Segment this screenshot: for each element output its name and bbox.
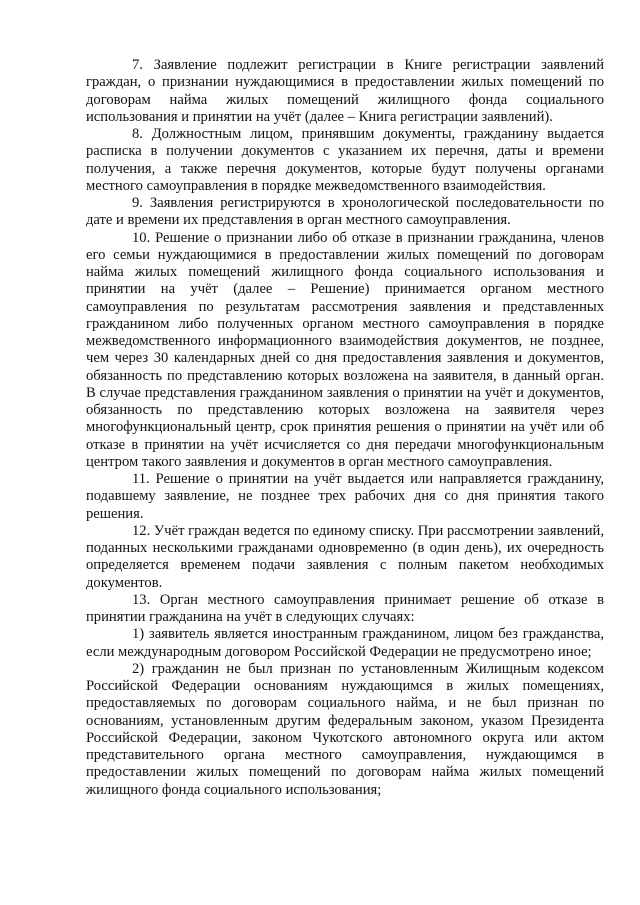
paragraph-13: 13. Орган местного самоуправления принимает решение об отказе в принятии гражданина на учёт в следующих случаях: xyxy=(86,591,604,625)
paragraph-12: 12. Учёт граждан ведется по единому списку. При рассмотрении заявлений, поданных несколькими гражданами одновременно (в один день), их очередность определяется временем подачи заявления с полным пакетом необходимых документов. xyxy=(86,522,604,591)
paragraph-10: 10. Решение о признании либо об отказе в признании гражданина, членов его семьи нуждающимися в предоставлении жилых помещений по договорам найма жилых помещений жилищного фонда социального использования и принятии на учёт (далее – Решение) принимается органом местного самоуправления по результатам рассмотрения заявления и представленных гражданином либо полученных органом местного самоуправления в порядке межведомственного информационного взаимодействия документов, не позднее, чем через 30 календарных дней со дня предоставления заявления и документов, обязанность по представлению которых возложена на заявителя, в данный орган. В случае представления гражданином заявления о принятии на учёт и документов, обязанность по представлению которых возложена на заявителя через многофункциональный центр, срок принятия решения о принятии на учёт или об отказе в принятии на учёт исчисляется со дня передачи многофункциональным центром такого заявления и документов в орган местного самоуправления. xyxy=(86,229,604,470)
paragraph-11: 11. Решение о принятии на учёт выдается или направляется гражданину, подавшему заявление, не позднее трех рабочих дня со дня принятия такого решения. xyxy=(86,471,604,522)
list-item-13-1: 1) заявитель является иностранным гражданином, лицом без гражданства, если международным договором Российской Федерации не предусмотрено иное; xyxy=(86,626,604,660)
list-item-13-2: 2) гражданин не был признан по установленным Жилищным кодексом Российской Федерации основаниям нуждающимся в жилых помещениях, предоставляемых по договорам социального найма, и не был признан по основаниям, установленным другим федеральным законом, указом Президента Российской Федерации, законом Чукотского автономного округа или актом представительного органа местного самоуправления, нуждающимся в предоставлении жилых помещений по договорам найма жилых помещений жилищного фонда социального использования; xyxy=(86,660,604,798)
paragraph-8: 8. Должностным лицом, принявшим документы, гражданину выдается расписка в получении документов с указанием их перечня, даты и времени получения, а также перечня документов, которые будут получены органами местного самоуправления в порядке межведомственного взаимодействия. xyxy=(86,126,604,194)
paragraph-7: 7. Заявление подлежит регистрации в Книге регистрации заявлений граждан, о признании нуждающимися в предоставлении жилых помещений по договорам найма жилых помещений жилищного фонда социального использования и принятии на учёт (далее – Книга регистрации заявлений). xyxy=(86,57,604,125)
paragraph-9: 9. Заявления регистрируются в хронологической последовательности по дате и времени их представления в орган местного самоуправления. xyxy=(86,195,604,229)
